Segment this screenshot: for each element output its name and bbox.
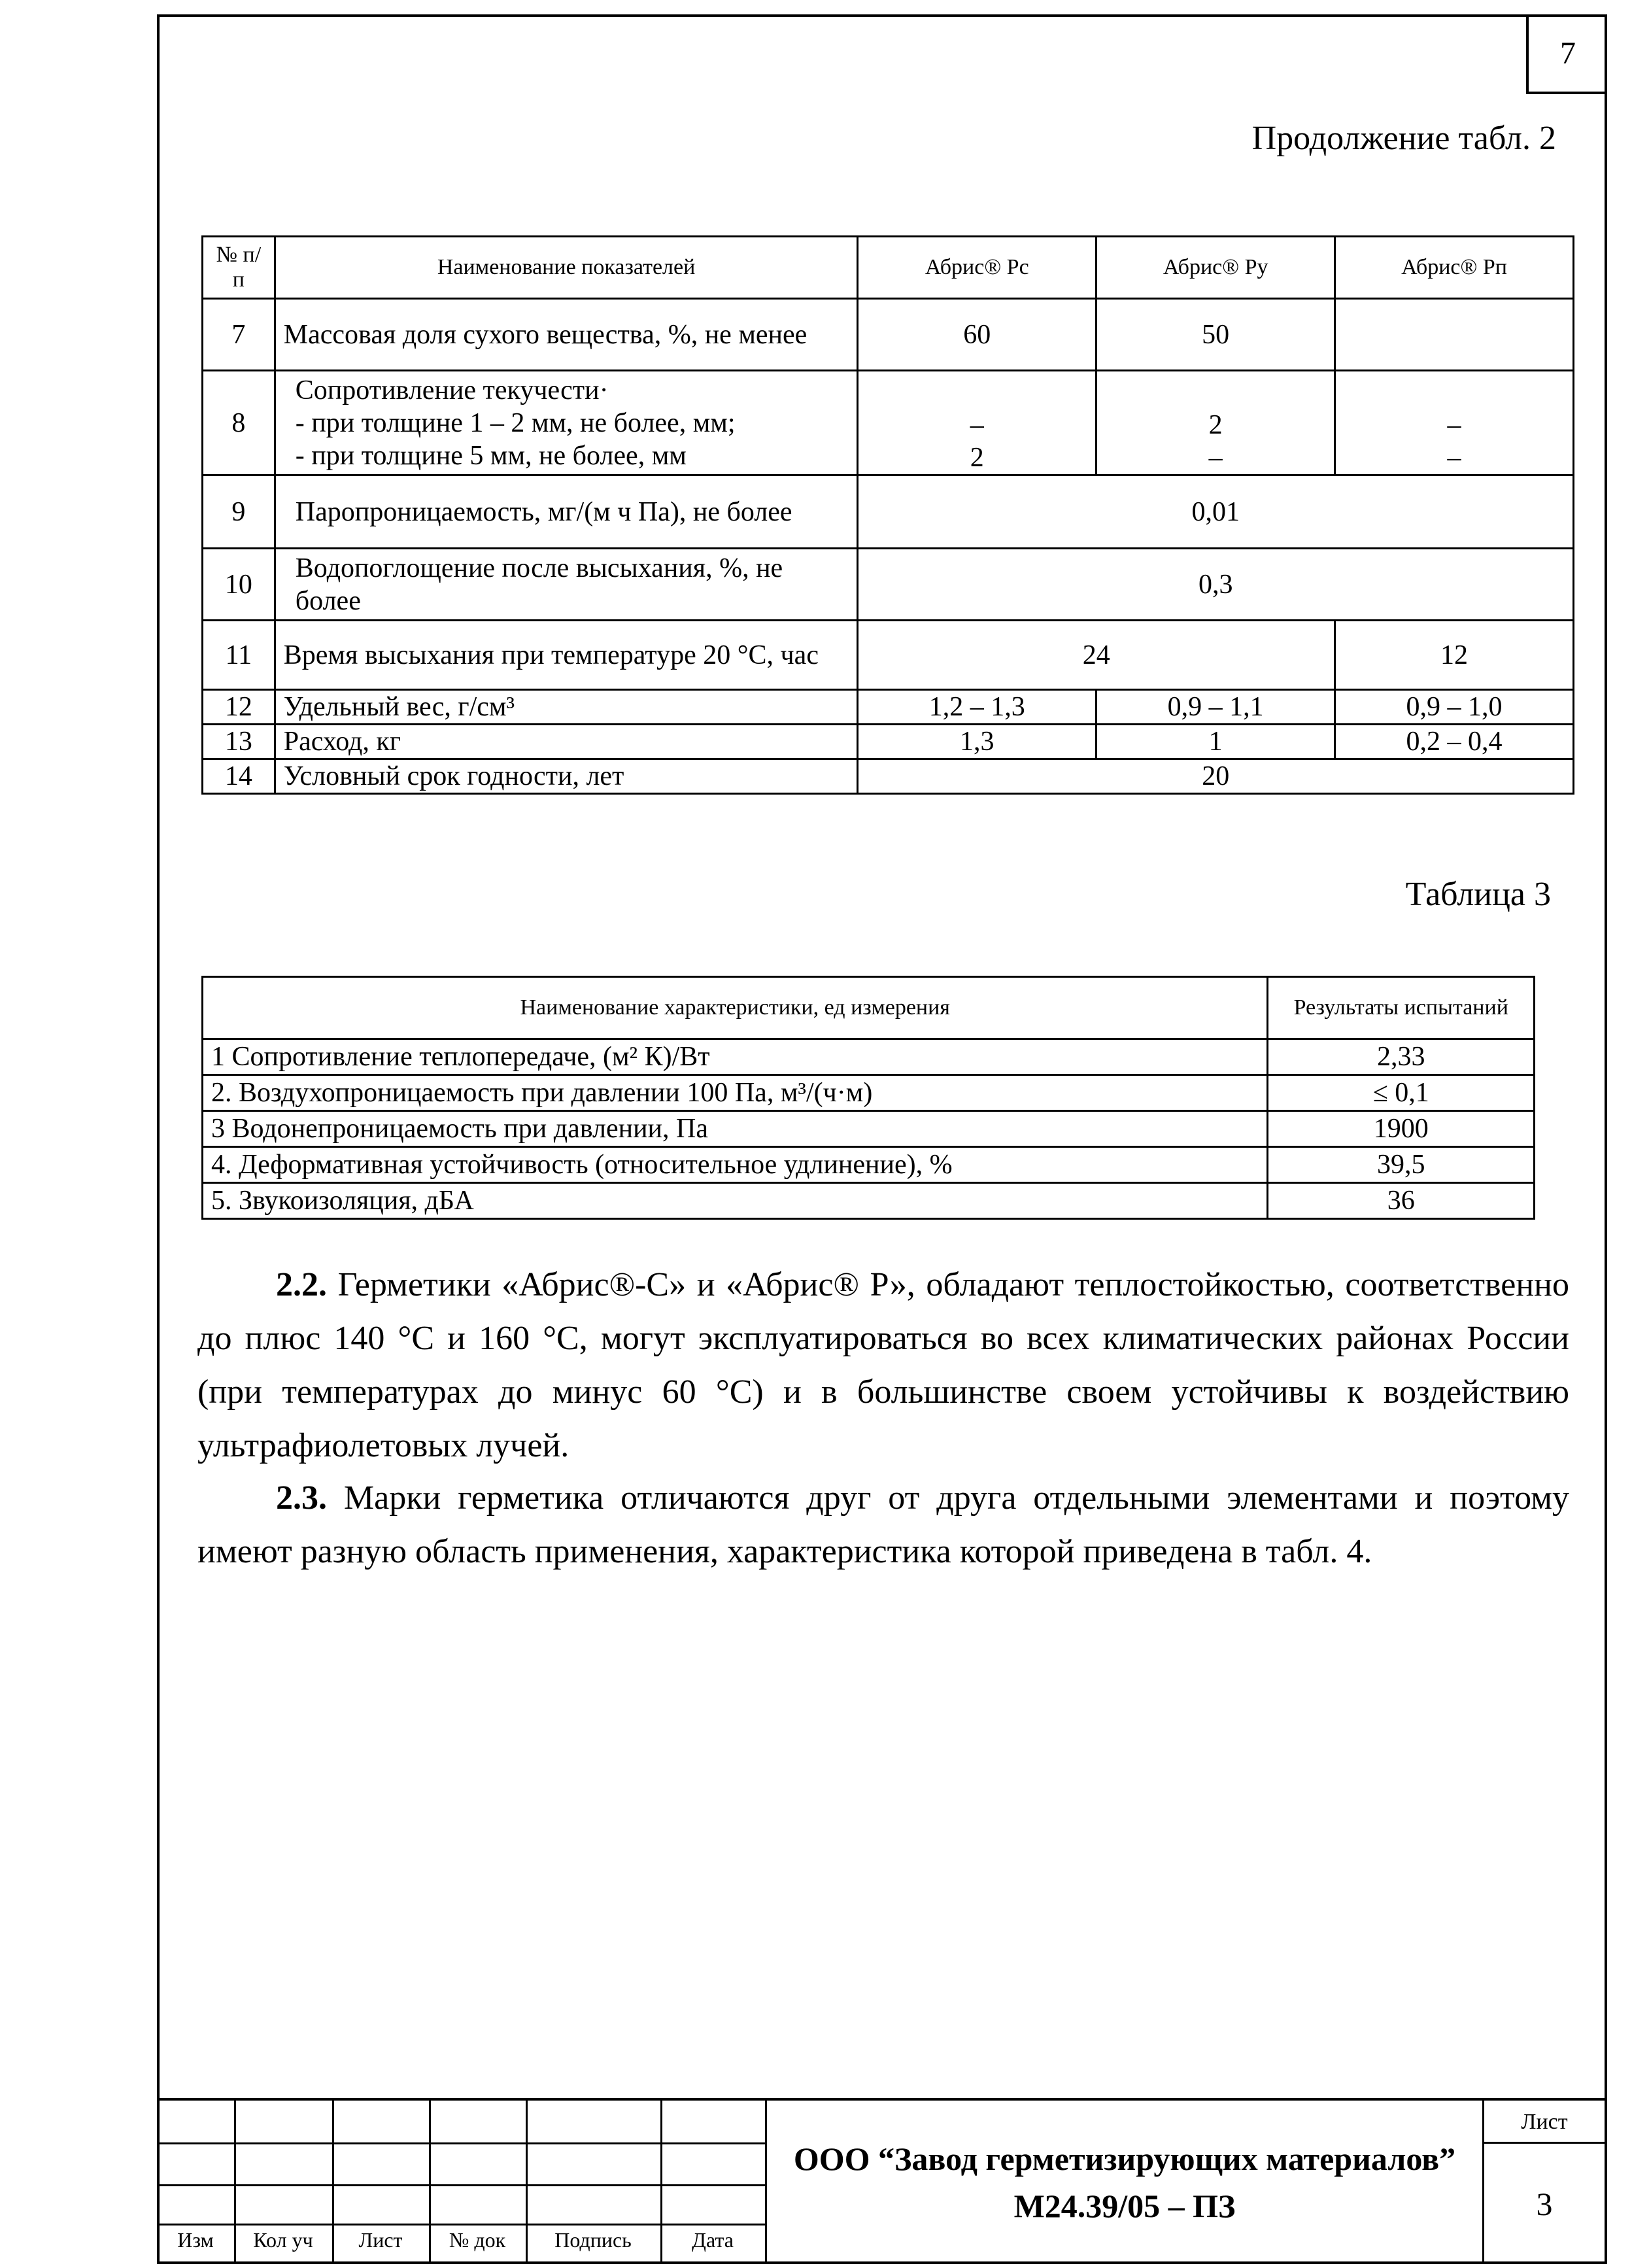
stamp-label-doc: № док — [449, 2228, 506, 2252]
header-num: № п/п — [203, 237, 275, 299]
stamp-label-izm: Изм — [177, 2228, 214, 2252]
row-name: 3 Водонепроницаемость при давлении, Па — [203, 1111, 1268, 1147]
row-value-line: 2 — [1208, 410, 1223, 440]
row-value-line: – — [970, 410, 984, 440]
header-col1: Абрис® Рс — [858, 237, 1096, 299]
row-name: Водопоглощение после высыхания, %, не более — [275, 549, 858, 621]
row-value — [1335, 371, 1574, 475]
row-value: 2,33 — [1268, 1039, 1535, 1075]
row-value: 1 — [1096, 725, 1335, 759]
row-value-line: – — [1208, 443, 1223, 473]
row-num: 13 — [203, 725, 275, 759]
table-row — [203, 549, 1574, 621]
table-row — [203, 1075, 1535, 1111]
header-name: Наименование показателей — [275, 237, 858, 299]
page-number: 7 — [1526, 14, 1607, 94]
row-name-line: Сопротивление текучести· — [295, 375, 609, 405]
document-code: М24.39/05 – ПЗ — [1013, 2188, 1236, 2224]
grid-line — [157, 2184, 765, 2186]
table-row — [203, 1147, 1535, 1183]
row-value: 1,3 — [858, 725, 1096, 759]
organization-name: ООО “Завод герметизирующих материалов” — [793, 2140, 1456, 2177]
table-row — [203, 725, 1574, 759]
row-value: 0,9 – 1,1 — [1096, 690, 1335, 725]
row-value-merged: 20 — [858, 759, 1574, 794]
row-value — [1096, 371, 1335, 475]
header-name: Наименование характеристики, ед измерения — [203, 977, 1268, 1039]
row-value-merged: 0,3 — [858, 549, 1574, 621]
row-value: 0,9 – 1,0 — [1335, 690, 1574, 725]
stamp-label-signature: Подпись — [554, 2228, 632, 2252]
row-num: 12 — [203, 690, 275, 725]
paragraph-text: Марки герметика отличаются друг от друга отдельными элементами и поэтому имеют разную область применения, характеристика которой приведена в табл. 4. — [197, 1479, 1570, 1570]
row-name: Паропроницаемость, мг/(м ч Па), не более — [275, 475, 858, 549]
row-num: 8 — [203, 371, 275, 475]
header-col2: Абрис® Ру — [1096, 237, 1335, 299]
paragraph-text: Герметики «Абрис®-С» и «Абрис® Р», обладают теплостойкостью, соответственно до плюс 140 °С и 160 °С, могут эксплуатироваться во всех климатических районах России (при температурах до минус 60 °С) и в большинстве своем устойчивы к воздействию ультрафиолетовых лучей. — [197, 1266, 1570, 1464]
continuation-title: Продолжение табл. 2 — [1251, 120, 1556, 157]
table-row — [203, 475, 1574, 549]
row-name-line: - при толщине 5 мм, не более, мм — [295, 440, 687, 471]
row-value: 1900 — [1268, 1111, 1535, 1147]
row-value: ≤ 0,1 — [1268, 1075, 1535, 1111]
sheet-label: Лист — [1484, 2101, 1605, 2144]
paragraph-2-3 — [197, 1471, 1569, 1579]
title-block-grid — [157, 2101, 765, 2264]
row-name: 2. Воздухопроницаемость при давлении 100 Па, м³/(ч·м) — [203, 1075, 1268, 1111]
row-num: 9 — [203, 475, 275, 549]
sheet-number: 3 — [1536, 2186, 1553, 2222]
row-value-line: 2 — [970, 443, 984, 473]
row-name: 1 Сопротивление теплопередаче, (м² К)/Вт — [203, 1039, 1268, 1075]
row-value: 50 — [1096, 299, 1335, 371]
row-value: 36 — [1268, 1183, 1535, 1219]
table-row — [203, 1111, 1535, 1147]
row-value-merged: 24 — [858, 621, 1335, 690]
table-row — [203, 371, 1574, 475]
paragraph-number: 2.2. — [276, 1266, 327, 1303]
row-value: 60 — [858, 299, 1096, 371]
header-result: Результаты испытаний — [1268, 977, 1535, 1039]
row-value: 1,2 – 1,3 — [858, 690, 1096, 725]
row-num: 11 — [203, 621, 275, 690]
table-row — [203, 299, 1574, 371]
table-row — [203, 690, 1574, 725]
row-value-merged: 0,01 — [858, 475, 1574, 549]
row-value — [858, 371, 1096, 475]
row-name: 5. Звукоизоляция, дБА — [203, 1183, 1268, 1219]
title-block — [157, 2098, 1607, 2264]
header-col3: Абрис® Рп — [1335, 237, 1574, 299]
row-name: Расход, кг — [275, 725, 858, 759]
paragraph-2-2 — [197, 1258, 1569, 1473]
table-row — [203, 1183, 1535, 1219]
table-header-row — [203, 977, 1535, 1039]
row-name: Массовая доля сухого вещества, %, не менее — [275, 299, 858, 371]
table-3 — [201, 976, 1535, 1220]
row-name-line: - при толщине 1 – 2 мм, не более, мм; — [295, 407, 736, 438]
row-value-line: – — [1447, 443, 1461, 473]
row-value: 39,5 — [1268, 1147, 1535, 1183]
row-name: Условный срок годности, лет — [275, 759, 858, 794]
row-name — [275, 371, 858, 475]
row-name: 4. Деформативная устойчивость (относительное удлинение), % — [203, 1147, 1268, 1183]
row-value: 0,2 – 0,4 — [1335, 725, 1574, 759]
paragraph-number: 2.3. — [276, 1479, 327, 1517]
row-num: 14 — [203, 759, 275, 794]
table-row — [203, 621, 1574, 690]
stamp-label-list: Лист — [358, 2228, 403, 2252]
row-num: 7 — [203, 299, 275, 371]
row-name: Время высыхания при температуре 20 °С, час — [275, 621, 858, 690]
organization-block — [765, 2101, 1484, 2264]
row-value-line: – — [1447, 410, 1461, 440]
row-num: 10 — [203, 549, 275, 621]
stamp-label-kol-uch: Кол уч — [253, 2228, 313, 2252]
stamp-label-date: Дата — [692, 2228, 734, 2252]
row-value: 12 — [1335, 621, 1574, 690]
grid-line — [157, 2142, 765, 2144]
row-name: Удельный вес, г/см³ — [275, 690, 858, 725]
table-header-row — [203, 237, 1574, 299]
table-row — [203, 1039, 1535, 1075]
table-3-title: Таблица 3 — [1405, 876, 1551, 913]
table-row — [203, 759, 1574, 794]
row-value — [1335, 299, 1574, 371]
table-2 — [201, 235, 1574, 795]
